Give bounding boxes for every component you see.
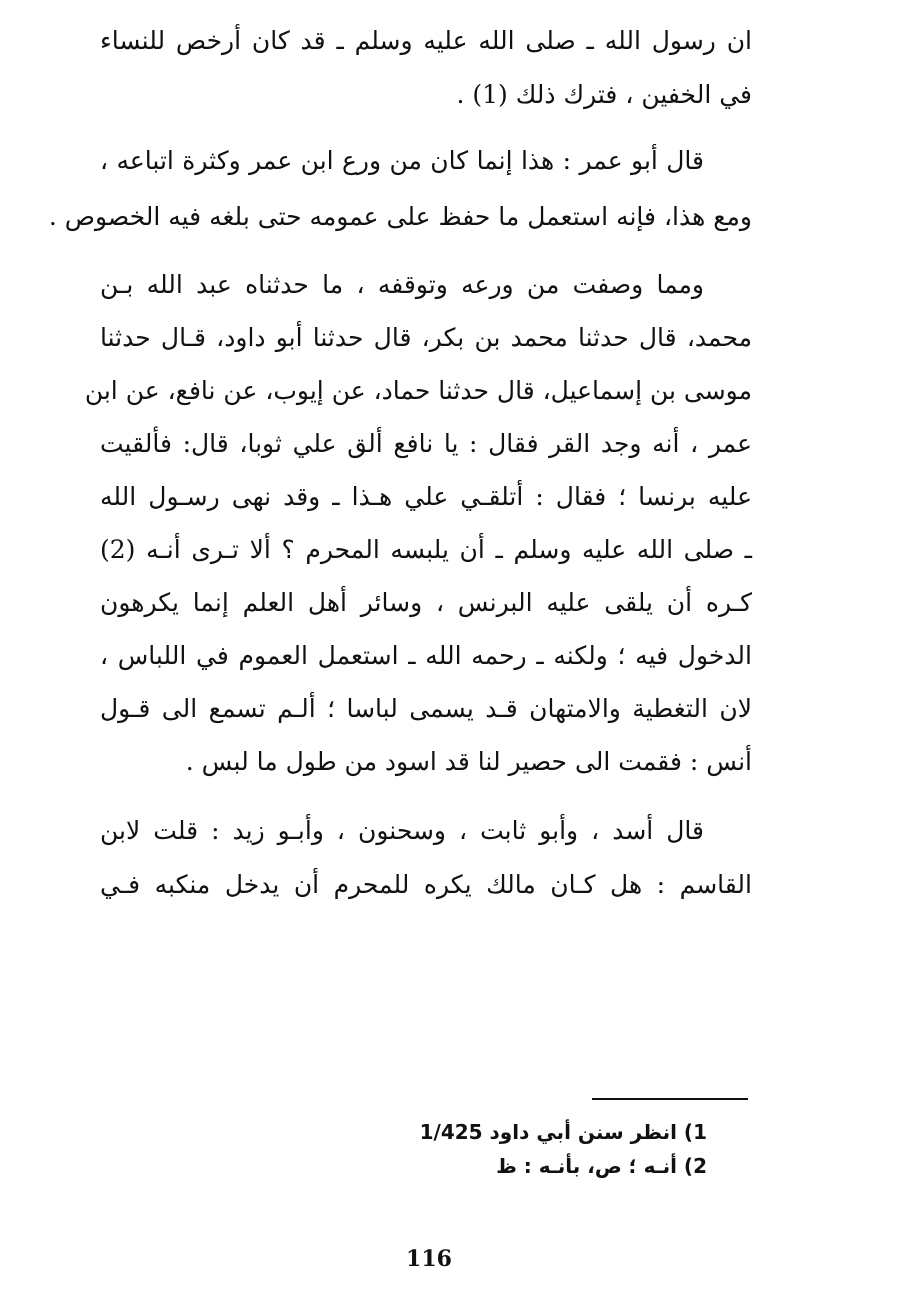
footnote-separator: [592, 1098, 748, 1100]
text-line: محمد، قال حدثنا محمد بن بكر، قال حدثنا أبو داود، قـال حدثنا: [100, 323, 752, 352]
paragraph-4: [100, 808, 752, 908]
text-line: عليه برنسا ؛ فقال : أتلقـي علي هـذا ـ وقد نهى رسـول الله: [100, 482, 752, 511]
text-line: عمر ، أنه وجد القر فقال : يا نافع ألق علي ثوبا، قال: فألقيت: [100, 429, 752, 458]
text-line: ومع هذا، فإنه استعمل ما حفظ على عمومه حتى بلغه فيه الخصوص .: [48, 202, 752, 231]
text-line: قال أبو عمر : هذا إنما كان من ورع ابن عمر وكثرة اتباعه ،: [100, 146, 704, 175]
text-line: موسى بن إسماعيل، قال حدثنا حماد، عن إيوب، عن نافع، عن ابن: [84, 376, 752, 405]
text-line: ان رسول الله ـ صلى الله عليه وسلم ـ قد كان أرخص للنساء: [100, 26, 752, 55]
text-line: القاسم : هل كـان مالك يكره للمحرم أن يدخل منكبه فـي: [100, 870, 752, 899]
text-line: ومما وصفت من ورعه وتوقفه ، ما حدثناه عبد الله بـن: [100, 270, 704, 299]
text-line: أنس : فقمت الى حصير لنا قد اسود من طول ما لبس .: [185, 747, 752, 776]
text-line: ـ صلى الله عليه وسلم ـ أن يلبسه المحرم ؟ ألا تـرى أنـه (2): [100, 535, 752, 564]
paragraph-1: [100, 18, 752, 110]
text-line: في الخفين ، فترك ذلك (1) .: [456, 80, 752, 109]
paragraph-2: [48, 138, 752, 231]
page-number: 116: [406, 1246, 452, 1272]
footnote-1: 1) انظر سنن أبي داود 1/425: [419, 1120, 707, 1144]
paragraph-3: [84, 262, 752, 782]
text-line: كـره أن يلقى عليه البرنس ، وسائر أهل العلم إنما يكرهون: [100, 588, 752, 617]
text-line: الدخول فيه ؛ ولكنه ـ رحمه الله ـ استعمل العموم في اللباس ،: [100, 641, 752, 670]
text-line: قال أسد ، وأبو ثابت ، وسحنون ، وأبـو زيد : قلت لابن: [100, 816, 704, 845]
footnote-2: 2) أنـه ؛ ص، بأنـه : ظ: [496, 1154, 707, 1178]
text-line: لان التغطية والامتهان قـد يسمى لباسا ؛ ألـم تسمع الى قـول: [100, 694, 752, 723]
